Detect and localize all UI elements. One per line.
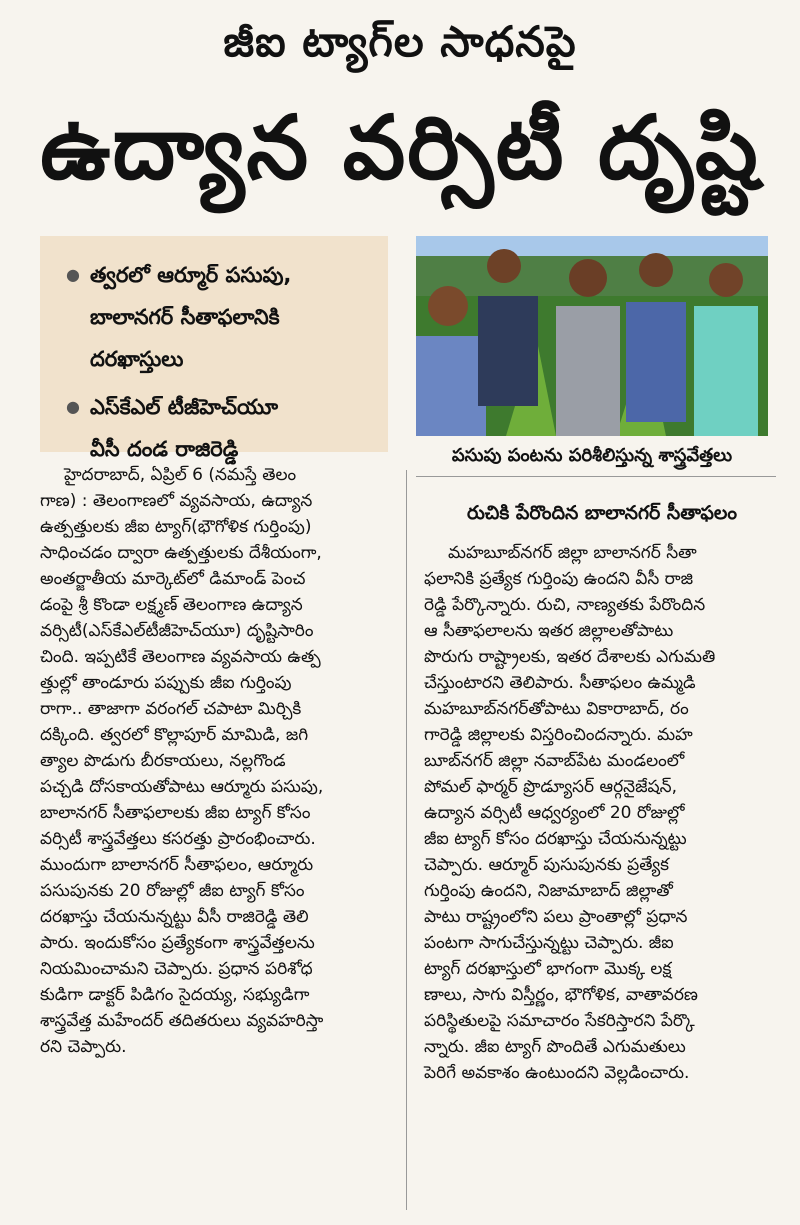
headline-kicker: జీఐ ట్యాగ్‌ల సాధనపై <box>223 17 577 66</box>
highlights-box <box>40 236 388 461</box>
caption-divider <box>416 476 776 477</box>
article-body-right: మహబూబ్‌నగర్ జిల్లా బాలానగర్ సీతా ఫలానికి ప్రత్యేక గుర్తింపు ఉందని వీసీ రాజి రెడ్డి పేర్కొన్నారు. రుచి, నాణ్యతకు పేరొందిన ఆ సీతాఫలాలను ఇతర జిల్లాలతోపాటు పొరుగు రాష్ట్రాలకు, ఇతర దేశాలకు ఎగుమతి చేస్తుంటారని తెలిపారు. సీతాఫలం ఉమ్మడి మహబూబ్‌నగర్‌తోపాటు వికారాబాద్, రం గారెడ్డి జిల్లాలకు విస్తరించిందన్నారు. మహ బూబ్‌నగర్ జిల్లా నవాబ్‌పేట మండలంలో పోమల్ ఫార్మర్ ప్రొడ్యూసర్ ఆర్గనైజేషన్, ఉద్యాన వర్సిటీ ఆధ్వర్యంలో 20 రోజుల్లో జీఐ ట్యాగ్ కోసం దరఖాస్తు చేయనున్నట్టు చెప్పారు. ఆర్మూర్ పుసుపునకు ప్రత్యేక గుర్తింపు ఉందని, నిజామాబాద్ జిల్లాతో పాటు రాష్ట్రంలోని పలు ప్రాంతాల్లో ప్రధాన పంటగా సాగుచేస్తున్నట్టు చెప్పారు. జీఐ ట్యాగ్ దరఖాస్తులో భాగంగా మొక్క లక్ష ణాలు, సాగు విస్తీర్ణం, భౌగోళిక, వాతావరణ పరిస్థితులపై సమాచారం సేకరిస్తారని పేర్కొ న్నారు. జీఐ ట్యాగ్ పొందితే ఎగుమతులు పెరిగే అవకాశం ఉంటుందని వెల్లడించారు. <box>424 543 716 1083</box>
photo-caption: పసుపు పంటను పరిశీలిస్తున్న శాస్త్రవేత్తలు <box>451 445 733 466</box>
headline: ఉద్యాన వర్సిటీ దృష్టి <box>40 96 760 199</box>
subheading: రుచికి పేరొందిన బాలానగర్ సీతాఫలం <box>466 502 738 524</box>
highlight-item <box>66 386 374 470</box>
news-photo <box>416 236 768 436</box>
highlight-item <box>66 254 374 380</box>
column-divider <box>406 470 407 1210</box>
bullet-icon: ● <box>66 397 80 416</box>
photo-illustration <box>416 236 768 436</box>
bullet-icon: ● <box>66 265 80 284</box>
highlight-text: త్వరలో ఆర్మూర్ పసుపు, బాలానగర్ సీతాఫలానికి దరఖాస్తులు <box>89 263 292 371</box>
article-body-left: హైదరాబాద్, ఏప్రిల్ 6 (నమస్తే తెలం గాణ) : తెలంగాణలో వ్యవసాయ, ఉద్యాన ఉత్పత్తులకు జీఐ ట్యాగ్(భౌగోళిక గుర్తింపు) సాధించడం ద్వారా ఉత్పత్తులకు దేశీయంగా, అంతర్జాతీయ మార్కెట్‌లో డిమాండ్ పెంచ డంపై శ్రీ కొండా లక్ష్మణ్ తెలంగాణ ఉద్యాన వర్సిటీ(ఎస్‌కేఎల్‌టీజీహెచ్‌యూ) దృష్టిసారిం చింది. ఇప్పటికే తెలంగాణ వ్యవసాయ ఉత్ప త్తుల్లో తాండూరు పప్పుకు జీఐ గుర్తింపు రాగా.. తాజాగా వరంగల్ చపాటా మిర్చికి దక్కింది. త్వరలో కొల్లాపూర్ మామిడి, జగి త్యాల పొడుగు బీరకాయలు, నల్లగొండ పచ్చడి దోసకాయతోపాటు ఆర్మూరు పసుపు, బాలానగర్ సీతాఫలాలకు జీఐ ట్యాగ్ కోసం వర్సిటీ శాస్త్రవేత్తలు కసరత్తు ప్రారంభించారు. ముందుగా బాలానగర్ సీతాఫలం, ఆర్మూరు పసుపునకు 20 రోజుల్లో జీఐ ట్యాగ్ కోసం దరఖాస్తు చేయనున్నట్టు వీసీ రాజిరెడ్డి తెలి పారు. ఇందుకోసం ప్రత్యేకంగా శాస్త్రవేత్తలను నియమించామని చెప్పారు. ప్రధాన పరిశోధ కుడిగా డాక్టర్ పిడిగం సైదయ్య, సభ్యుడిగా శాస్త్రవేత్త మహేందర్ తదితరులు వ్యవహరిస్తా రని చెప్పారు. <box>40 465 324 1057</box>
highlight-text: ఎస్‌కేఎల్ టీజీహెచ్‌యూ వీసీ దండ రాజిరెడ్డి <box>89 395 278 461</box>
